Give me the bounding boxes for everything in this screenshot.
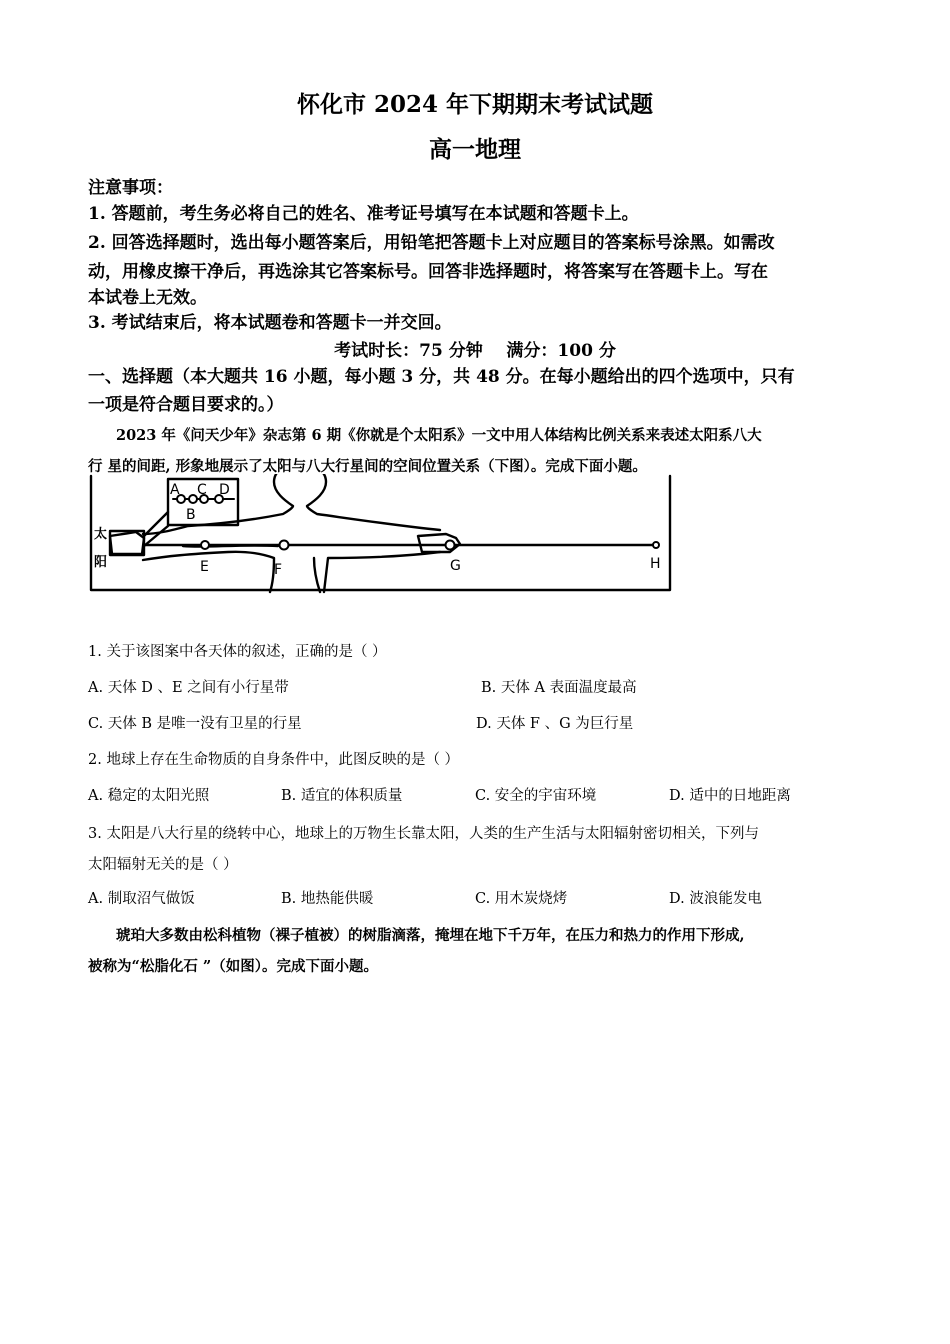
label-g: G [450,558,461,574]
label-a: A [170,482,180,498]
question-1-option-d: D. 天体 F 、G 为巨行星 [476,716,634,732]
passage-2-line-2: 被称为“松脂化石 ”（如图）。完成下面小题。 [88,958,378,975]
label-h: H [650,556,661,572]
page-subtitle: 高一地理 [429,136,521,163]
section-heading-cont: 一项是符合题目要求的。） [88,395,284,415]
notice-item-2: 2. 回答选择题时，选出每小题答案后，用铅笔把答题卡上对应题目的答案标号涂黑。如需改 [88,233,775,253]
question-2-stem: 2. 地球上存在生命物质的自身条件中，此图反映的是（ ） [88,752,460,768]
label-e: E [200,559,209,575]
label-d: D [219,482,230,498]
question-3-stem-cont: 太阳辐射无关的是（ ） [88,857,238,873]
body-outline-right-side [324,552,440,592]
question-2-option-a: A. 稳定的太阳光照 [88,788,210,804]
question-3-option-c: C. 用木炭烧烤 [475,891,568,907]
planet-e [201,541,209,549]
question-3-option-b: B. 地热能供暖 [281,891,374,907]
left-hand [110,532,144,554]
question-2-option-d: D. 适中的日地距离 [669,788,791,804]
leader-line-bottom [144,526,168,546]
label-c: C [197,482,207,498]
question-1-stem: 1. 关于该图案中各天体的叙述，正确的是（ ） [88,644,387,660]
notice-item-1: 1. 答题前，考生务必将自己的姓名、准考证号填写在本试题和答题卡上。 [88,204,639,224]
notice-item-2-cont2: 本试卷上无效。 [88,288,207,308]
passage-1-line-2: 行 星的间距, 形象地展示了太阳与八大行星间的空间位置关系（下图）。完成下面小题。 [88,458,647,475]
question-2-option-b: B. 适宜的体积质量 [281,788,403,804]
question-1-option-a: A. 天体 D 、E 之间有小行星带 [88,680,289,696]
section-heading: 一、选择题（本大题共 16 小题，每小题 3 分，共 48 分。在每小题给出的四个选项中，只有 [88,367,795,387]
exam-info: 考试时长：75 分钟 满分：100 分 [334,341,616,361]
question-2-option-c: C. 安全的宇宙环境 [475,788,597,804]
body-outline-right-leg [314,558,320,592]
label-f: F [274,562,283,578]
passage-2-line-1: 琥珀大多数由松科植物（裸子植被）的树脂滴落，掩埋在地下千万年，在压力和热力的作用下形成, [116,927,745,944]
question-3-option-a: A. 制取沼气做饭 [88,891,195,907]
planet-f [280,541,289,550]
question-3-option-d: D. 波浪能发电 [669,891,762,907]
notice-heading: 注意事项： [88,178,173,198]
notice-item-2-cont: 动，用橡皮擦干净后，再选涂其它答案标号。回答非选择题时，将答案写在答题卡上。写在 [88,262,768,282]
passage-1-line-1: 2023 年《问天少年》杂志第 6 期《你就是个太阳系》一文中用人体结构比例关系来表述太阳系八大 [116,427,762,444]
question-1-option-c: C. 天体 B 是唯一没有卫星的行星 [88,716,302,732]
question-1-option-b: B. 天体 A 表面温度最高 [481,680,637,696]
planet-g [446,541,455,550]
planet-b [189,495,197,503]
sun-label-bottom: 阳 [94,555,108,570]
planet-h [653,542,659,548]
page-title: 怀化市 2024 年下期期末考试试题 [296,91,654,118]
label-b: B [186,507,196,523]
question-3-stem: 3. 太阳是八大行星的绕转中心，地球上的万物生长靠太阳，人类的生产生活与太阳辐射密切相关，下列与 [88,826,759,842]
solar-system-body-diagram [88,474,678,596]
notice-item-3: 3. 考试结束后，将本试题卷和答题卡一并交回。 [88,313,452,333]
sun-label-top: 太 [94,527,108,542]
